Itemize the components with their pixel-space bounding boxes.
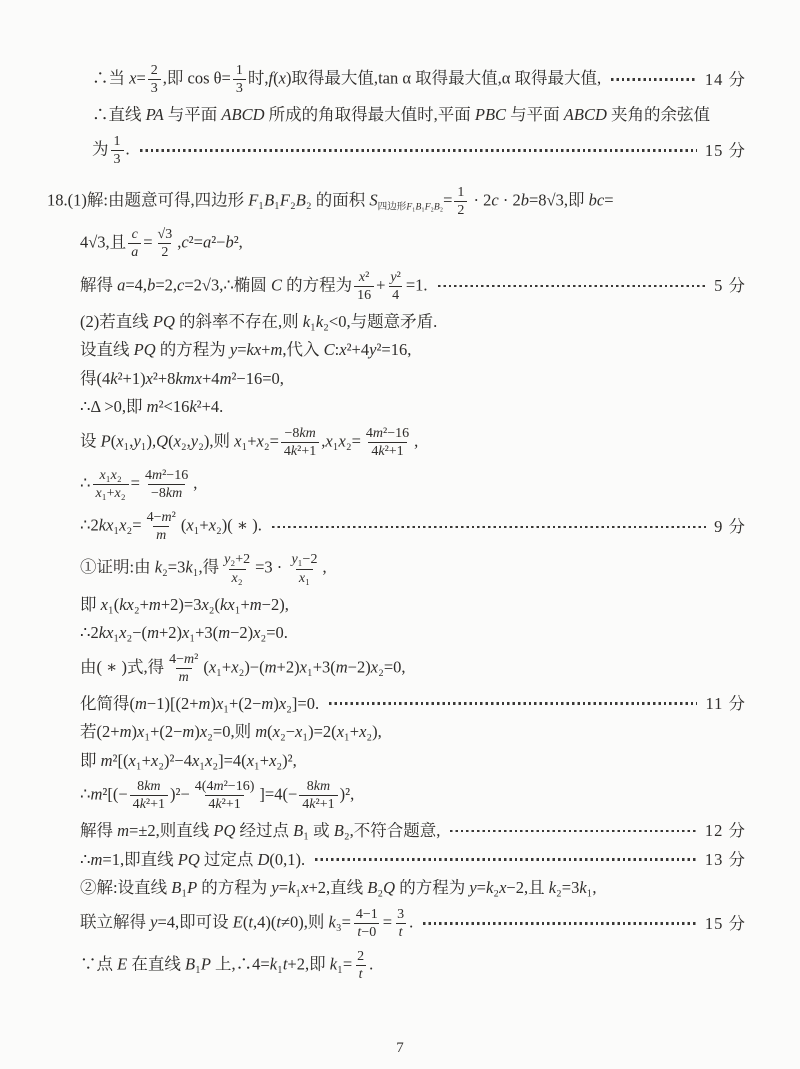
solution-line: [0, 104, 746, 125]
fraction-denominator: 4k²+1: [368, 442, 406, 459]
line-math-text: 化简得(m−1)[(2+m)x₁+(2−m)x₂]=0.: [80, 693, 320, 713]
line-math-text: 即 m²[(x₁+x₂)²−4x₁x₂]=4(x₁+x₂)²,: [80, 750, 297, 770]
fraction: [130, 779, 168, 812]
line-math-text: 4√3,且 $\frac{c}{a}$ = $\frac{√3}{2}$ ,c²=a²−b²,: [80, 227, 243, 261]
line-math-text: ∴ $\frac{\text{x₁x₂}}{\text{x₁+x₂}}$ = $\frac{\text{4m²−16}}{-8km}$ ,: [80, 467, 198, 502]
solution-line: [0, 226, 746, 261]
fraction-numerator: c: [131, 227, 138, 243]
line-math-text: 即 x₁(kx₂+m+2)=3x₂(kx₁+m−2),: [80, 594, 289, 614]
fraction-denominator: 4k²+1: [299, 795, 337, 812]
line-math-text: ∴2kx₁x₂−(m+2)x₁+3(m−2)x₂=0.: [80, 623, 288, 643]
fraction-denominator: t: [396, 923, 406, 940]
line-math-text: ∴直线 PA 与平面 ABCD 所成的角取得最大值时,平面 PBC 与平面 ABCD 夹角的余弦值: [92, 105, 711, 125]
fraction: [299, 779, 337, 812]
dotted-leader: [329, 702, 697, 704]
solution-line: [0, 849, 746, 870]
fraction: [387, 270, 403, 303]
line-math-text: 得(4k²+1)x²+8kmx+4m²−16=0,: [80, 368, 284, 388]
score-label: 15 分: [704, 913, 746, 933]
solution-line: [0, 651, 746, 686]
fraction: [354, 270, 374, 303]
fraction-denominator: x₁+x₂: [93, 484, 129, 501]
fraction-numerator: 4m²−16: [144, 467, 189, 483]
solution-line: [0, 339, 746, 360]
fraction: [142, 468, 191, 501]
fraction-denominator: x₁: [296, 569, 313, 586]
dotted-leader: [140, 149, 697, 151]
solution-line: [0, 693, 746, 714]
page-number: 7: [396, 1040, 404, 1056]
fraction-numerator: 1: [457, 185, 465, 200]
fraction-numerator: y₁−2: [291, 552, 318, 568]
fraction: [155, 227, 176, 260]
fraction-denominator: 4: [389, 286, 402, 303]
line-math-text: ∴Δ >0,即 m²<16k²+4.: [80, 397, 224, 417]
line-math-text: 解得 m=±2,则直线 PQ 经过点 B₁ 或 B₂,不符合题意,: [80, 821, 441, 841]
fraction-numerator: 4m²−16: [365, 425, 410, 441]
fraction-numerator: x²: [358, 269, 370, 285]
fraction: [288, 552, 320, 585]
fraction-numerator: −8km: [284, 425, 316, 441]
solution-line: [0, 778, 746, 813]
fraction: [454, 185, 467, 218]
fraction: [233, 63, 246, 96]
line-math-text: 联立解得 y=4,即可设 E(t,4)(t≠0),则 k₃= $\frac{4-1}{t-0}$ = $\frac{3}{t}$ .: [80, 906, 414, 940]
line-math-text: 设 P(x₁,y₁),Q(x₂,y₂),则 x₁+x₂= $\frac{-8km}{\text{4k²+1}}$ ,x₁x₂= $\frac{\text{4m²−16}}{\text{4k²+1}}$ ,: [80, 425, 419, 459]
solution-line: [0, 368, 746, 389]
dotted-leader: [611, 78, 697, 80]
score-label: 13 分: [704, 849, 746, 869]
solution-line: [0, 425, 746, 460]
fraction-numerator: 3: [397, 906, 405, 922]
solution-line: [0, 877, 746, 898]
dotted-leader: [438, 285, 707, 287]
solution-line: [0, 750, 746, 771]
fraction-denominator: 2: [158, 243, 171, 260]
fraction-numerator: 1: [113, 133, 121, 149]
fraction-denominator: a: [128, 243, 141, 260]
solution-line: [0, 133, 746, 168]
fraction: [354, 949, 367, 982]
fraction-numerator: 4−1: [355, 906, 378, 922]
fraction-denominator: x₂: [229, 569, 246, 586]
fraction-denominator: 4k²+1: [281, 442, 319, 459]
score-label: 14 分: [704, 69, 746, 89]
fraction: [221, 552, 253, 585]
line-math-text: ∴m=1,即直线 PQ 过定点 D(0,1).: [80, 849, 306, 869]
subscript-text: 四边形F₁B₁F₂B₂: [377, 201, 444, 213]
fraction-numerator: 2: [357, 949, 365, 965]
score-label: 9 分: [714, 517, 746, 537]
fraction: [363, 426, 412, 459]
fraction: [93, 468, 129, 501]
fraction-numerator: √3: [157, 227, 173, 243]
solution-line: [0, 311, 746, 332]
score-label: 12 分: [704, 821, 746, 841]
line-math-text: ∴2kx₁x₂= $\frac{\text{4−m²}}{m}$ (x₁+x₂)( ∗ ).: [80, 510, 262, 544]
line-math-text: (2)若直线 PQ 的斜率不存在,则 k₁k₂<0,与题意矛盾.: [80, 311, 438, 331]
solution-line: [0, 467, 746, 502]
fraction: [192, 779, 258, 812]
fraction-denominator: m: [153, 526, 169, 543]
dotted-leader: [423, 922, 697, 924]
line-math-text: ②解:设直线 B₁P 的方程为 y=k₁x+2,直线 B₂Q 的方程为 y=k₂x−2,且 k₂=3k₁,: [80, 878, 597, 898]
score-label: 5 分: [714, 276, 746, 296]
fraction-numerator: 2: [150, 63, 158, 78]
dotted-leader: [315, 858, 697, 860]
fraction: [128, 227, 141, 260]
dotted-leader: [272, 526, 706, 528]
fraction-denominator: 4k²+1: [130, 795, 168, 812]
fraction-denominator: 3: [233, 79, 246, 96]
line-math-text: 为 $\frac{1}{3}$ .: [92, 133, 130, 167]
fraction: [148, 63, 161, 96]
solution-line: [0, 62, 746, 97]
line-math-text: ∵点 E 在直线 B₁P 上,∴4=k₁t+2,即 k₁= $\frac{2}{t}$ .: [80, 949, 374, 983]
fraction-denominator: 16: [354, 286, 374, 303]
fraction-denominator: 3: [111, 150, 124, 167]
solution-line: [0, 184, 746, 219]
solution-line: [0, 622, 746, 643]
line-math-text: 设直线 PQ 的方程为 y=kx+m,代入 C:x²+4y²=16,: [80, 340, 412, 360]
fraction-numerator: 4−m²: [169, 651, 199, 667]
fraction-denominator: −8km: [148, 484, 185, 501]
fraction-numerator: x₁x₂: [99, 467, 122, 483]
fraction-numerator: 1: [235, 63, 243, 78]
solution-line: [0, 509, 746, 544]
fraction: [394, 907, 407, 940]
solution-line: [0, 948, 746, 983]
dotted-leader: [450, 830, 696, 832]
line-math-text: 若(2+m)x₁+(2−m)x₂=0,则 m(x₂−x₁)=2(x₁+x₂),: [80, 722, 382, 742]
fraction-numerator: 4(4m²−16): [194, 779, 255, 795]
fraction-numerator: y₂+2: [224, 552, 251, 568]
fraction: [111, 134, 124, 167]
line-math-text: ∴m²[(− $\frac{8km}{\text{4k²+1}}$ )²− $\frac{\text{4(4m²−16)}}{\text{4k²+1}}$ ]=4(− $\frac{8km}{\text{4k²+1}}$ )²,: [80, 779, 355, 813]
solution-line: [0, 551, 746, 586]
fraction-denominator: t: [356, 965, 366, 982]
line-math-text: ∴当 x= $\frac{2}{3}$ ,即 cos θ= $\frac{1}{3}$ 时,f(x)取得最大值,tan α 取得最大值,α 取得最大值,: [92, 63, 602, 97]
fraction: [353, 907, 381, 940]
solution-line: [0, 721, 746, 742]
solution-line: [0, 906, 746, 941]
fraction-numerator: 8km: [137, 779, 161, 795]
fraction: [144, 510, 179, 543]
score-label: 15 分: [704, 140, 746, 160]
solution-line: [0, 594, 746, 615]
fraction: [281, 426, 319, 459]
solution-line: [0, 269, 746, 304]
fraction-denominator: m: [176, 668, 192, 685]
fraction-denominator: t−0: [354, 923, 379, 940]
line-math-text: 由( ∗ )式,得 $\frac{\text{4−m²}}{m}$ (x₁+x₂)−(m+2)x₁+3(m−2)x₂=0,: [80, 651, 406, 685]
fraction-denominator: 3: [148, 79, 161, 96]
line-math-text: ①证明:由 k₂=3k₁,得 $\frac{\text{y₂+2}}{\text{x₂}}$ =3 · $\frac{\text{y₁−2}}{\text{x₁}}$ ,: [80, 552, 327, 586]
fraction-numerator: y²: [390, 269, 401, 285]
line-math-text: 解得 a=4,b=2,c=2√3,∴椭圆 C 的方程为 $\frac{\text{x²}}{16}$ + $\frac{\text{y²}}{4}$ =1.: [80, 269, 428, 303]
fraction-numerator: 4−m²: [146, 510, 176, 526]
fraction-denominator: 4k²+1: [205, 795, 243, 812]
solution-line: [0, 396, 746, 417]
solution-line: [0, 820, 746, 841]
fraction: [166, 652, 201, 685]
line-math-text: 18.(1)解:由题意可得,四边形 F₁B₁F₂B₂ 的面积 $S_{四边形F_1B_1F_2B_2}=$ $\frac{1}{2}$ · 2c · 2b=8√3,即 bc=: [47, 185, 614, 219]
score-label: 11 分: [705, 693, 746, 713]
fraction-denominator: 2: [454, 201, 467, 218]
fraction-numerator: 8km: [306, 779, 331, 795]
